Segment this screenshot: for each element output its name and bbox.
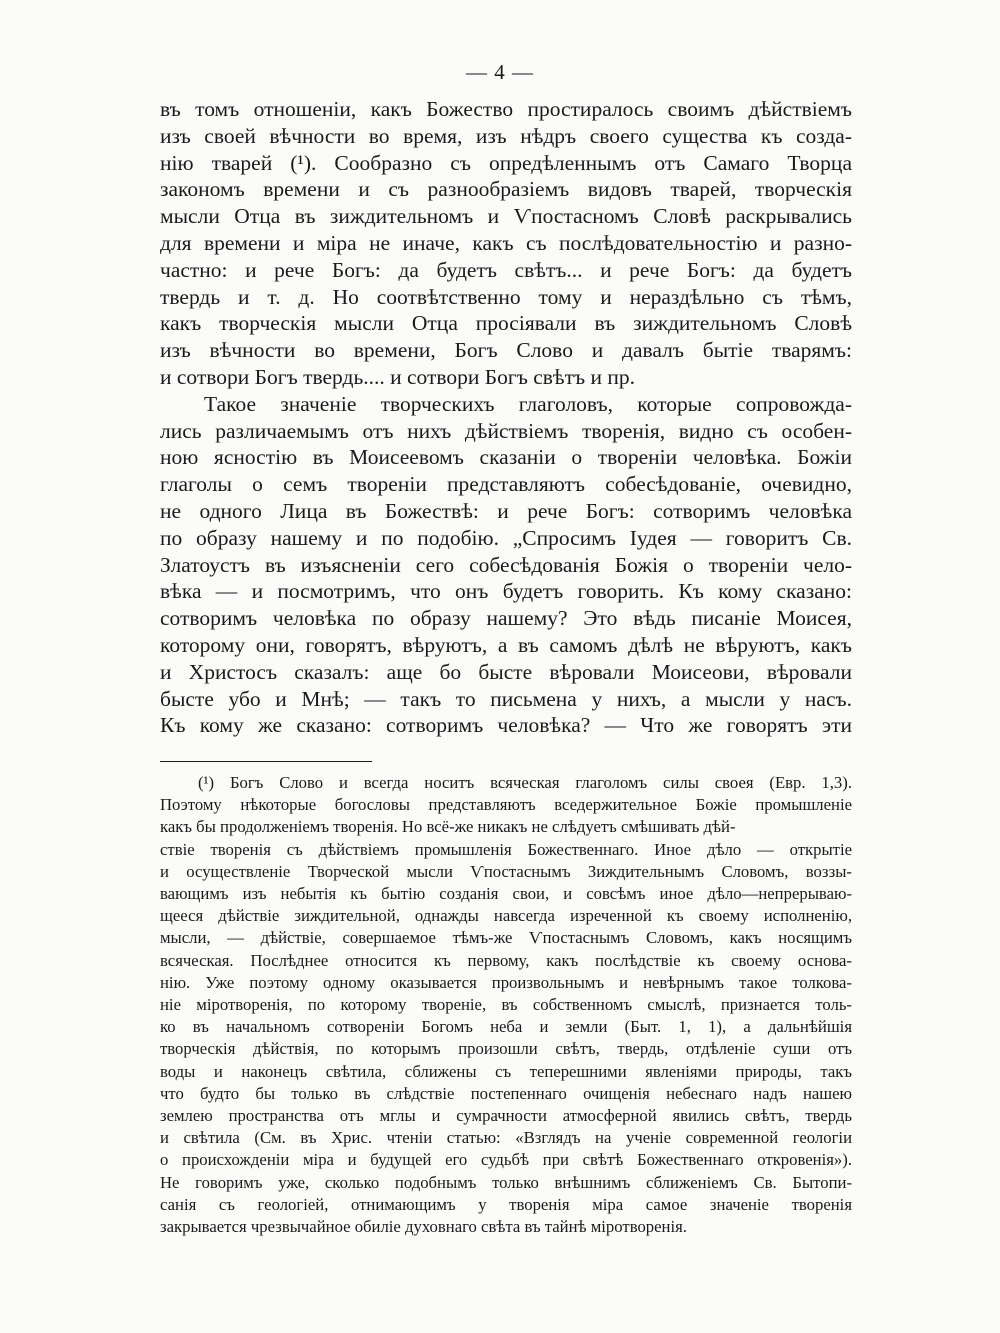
text-line: Такое значеніе творческихъ глаголовъ, которые сопровожда-	[204, 391, 852, 416]
text-line: Къ кому же сказано: сотворимъ человѣка? — Что же говорятъ эти	[160, 713, 852, 738]
footnote-line: землею пространства отъ мглы и сумрачности атмосферной явились свѣтъ, твердь	[160, 1106, 852, 1126]
main-text	[160, 96, 852, 739]
footnote-line: что будто бы только въ слѣдствіе постепеннаго очищенія небеснаго надъ нашею	[160, 1083, 852, 1103]
text-line: закономъ времени и съ разнообразіемъ видовъ тварей, творческія	[160, 177, 852, 202]
footnote-line: о происхожденіи міра и будущей его судьбѣ при свѣтѣ Божественнаго откровенія»).	[160, 1150, 852, 1170]
text-line: нію тварей (¹). Сообразно съ опредѣленнымъ отъ Самаго Творца	[160, 150, 852, 175]
footnote-line: (¹) Богъ Слово и всегда носитъ всяческая глаголомъ силы своея (Евр. 1,3).	[198, 773, 852, 792]
text-line: и сотвори Богъ твердь.... и сотвори Богъ свѣтъ и пр.	[160, 364, 635, 389]
text-line: которому они, говорятъ, вѣруютъ, а въ самомъ дѣлѣ не вѣруютъ, какъ	[160, 632, 852, 657]
text-line: для времени и міра не иначе, какъ съ послѣдовательностію и разно-	[160, 230, 852, 255]
page-number: — 4 —	[466, 60, 534, 84]
footnote-line: творческія дѣйствія, по которымъ произошли свѣтъ, твердь, отдѣленіе суши отъ	[160, 1039, 852, 1059]
text-line: въ томъ отношеніи, какъ Божество простиралось своимъ дѣйствіемъ	[160, 97, 852, 121]
footnote-line: закрывается чрезвычайное обиліе духовнаго свѣта въ тайнѣ міротворенія.	[160, 1217, 687, 1237]
footnote-line: мысли, — дѣйствіе, совершаемое тѣмъ-же Ѵпостаснымъ Словомъ, какъ носящимъ	[160, 928, 852, 948]
text-line: изъ своей вѣчности во время, изъ нѣдръ своего существа къ созда-	[160, 123, 852, 148]
footnotes	[160, 772, 852, 1238]
text-line: вѣка — и посмотримъ, что онъ будетъ говорить. Къ кому сказано:	[160, 579, 852, 604]
footnote-line: всяческая. Послѣднее относится къ первому, какъ послѣдствіе къ своему основа-	[160, 950, 852, 970]
footnote-line: и осуществленіе Творческой мысли Ѵпостаснымъ Зиждительнымъ Словомъ, воззы-	[160, 861, 852, 881]
text-line: ною ясностію въ Моисеевомъ сказаніи о твореніи человѣка. Божіи	[160, 445, 852, 470]
footnote-line: какъ бы продолженіемъ творенія. Но всё-же никакъ не слѣдуетъ смѣшивать дѣй-	[160, 817, 736, 837]
footnote-line: вающимъ изъ небытія къ бытію созданія свои, и совсѣмъ иное дѣло—непрерываю-	[160, 884, 852, 904]
footnote-divider	[160, 761, 372, 762]
footnote-line: Не говоримъ уже, сколько подобнымъ только внѣшнимъ сближеніемъ Св. Бытопи-	[160, 1172, 852, 1192]
footnote-line: Поэтому нѣкоторые богословы представляютъ вседержительное Божіе промышленіе	[160, 795, 852, 815]
footnote-line: щееся дѣйствіе зиждительной, однажды навсегда изреченной къ своему исполненію,	[160, 906, 852, 926]
footnote-line: нію. Уже поэтому одному оказывается произвольнымъ и невѣрнымъ такое толкова-	[160, 972, 852, 992]
text-line: по образу нашему и по подобію. „Спросимъ Іудея — говоритъ Св.	[160, 525, 852, 550]
text-line: не одного Лица въ Божествѣ: и рече Богъ: сотворимъ человѣка	[160, 498, 852, 523]
text-line: и Христосъ сказалъ: аще бо бысте вѣровали Моисеови, вѣровали	[160, 659, 852, 684]
text-line: лись различаемымъ отъ нихъ дѣйствіемъ творенія, видно съ особен-	[160, 418, 852, 443]
text-line: сотворимъ человѣка по образу нашему? Это вѣдь писаніе Моисея,	[160, 606, 852, 631]
footnote-line: ствіе творенія съ дѣйствіемъ промышленія Божественнаго. Иное дѣло — открытіе	[160, 839, 852, 859]
footnote-line: санія съ геологіей, отнимающимъ у творенія міра самое значеніе творенія	[160, 1194, 852, 1214]
text-line: мысли Отца въ зиждительномъ и Ѵпостасномъ Словѣ раскрывались	[160, 204, 852, 229]
footnote-line: и свѣтила (См. въ Хрис. чтеніи статью: «Взглядъ на ученіе современной геологіи	[160, 1128, 852, 1148]
text-line: бысте убо и Мнѣ; — такъ то письмена у нихъ, а мысли у насъ.	[160, 686, 852, 711]
footnote-line: воды и наконецъ свѣтила, сближены съ теперешними явленіями природы, такъ	[160, 1061, 852, 1081]
text-line: изъ вѣчности во времени, Богъ Слово и давалъ бытіе тварямъ:	[160, 338, 852, 363]
footnote-line: ніе міротворенія, по которому твореніе, въ собственномъ смыслѣ, признается толь-	[160, 995, 852, 1015]
footnote-line: ко въ начальномъ сотвореніи Богомъ неба и земли (Быт. 1, 1), а дальнѣйшія	[160, 1017, 852, 1037]
text-line: Златоустъ въ изъясненіи сего собесѣдованія Божія о твореніи чело-	[160, 552, 852, 577]
text-line: глаголы о семъ твореніи представляютъ собесѣдованіе, очевидно,	[160, 472, 852, 497]
text-line: частно: и рече Богъ: да будетъ свѣтъ... и рече Богъ: да будетъ	[160, 257, 852, 282]
text-line: какъ творческія мысли Отца просіявали въ зиждительномъ Словѣ	[160, 311, 852, 336]
text-line: твердь и т. д. Но соотвѣтственно тому и нераздѣльно съ тѣмъ,	[160, 284, 852, 309]
